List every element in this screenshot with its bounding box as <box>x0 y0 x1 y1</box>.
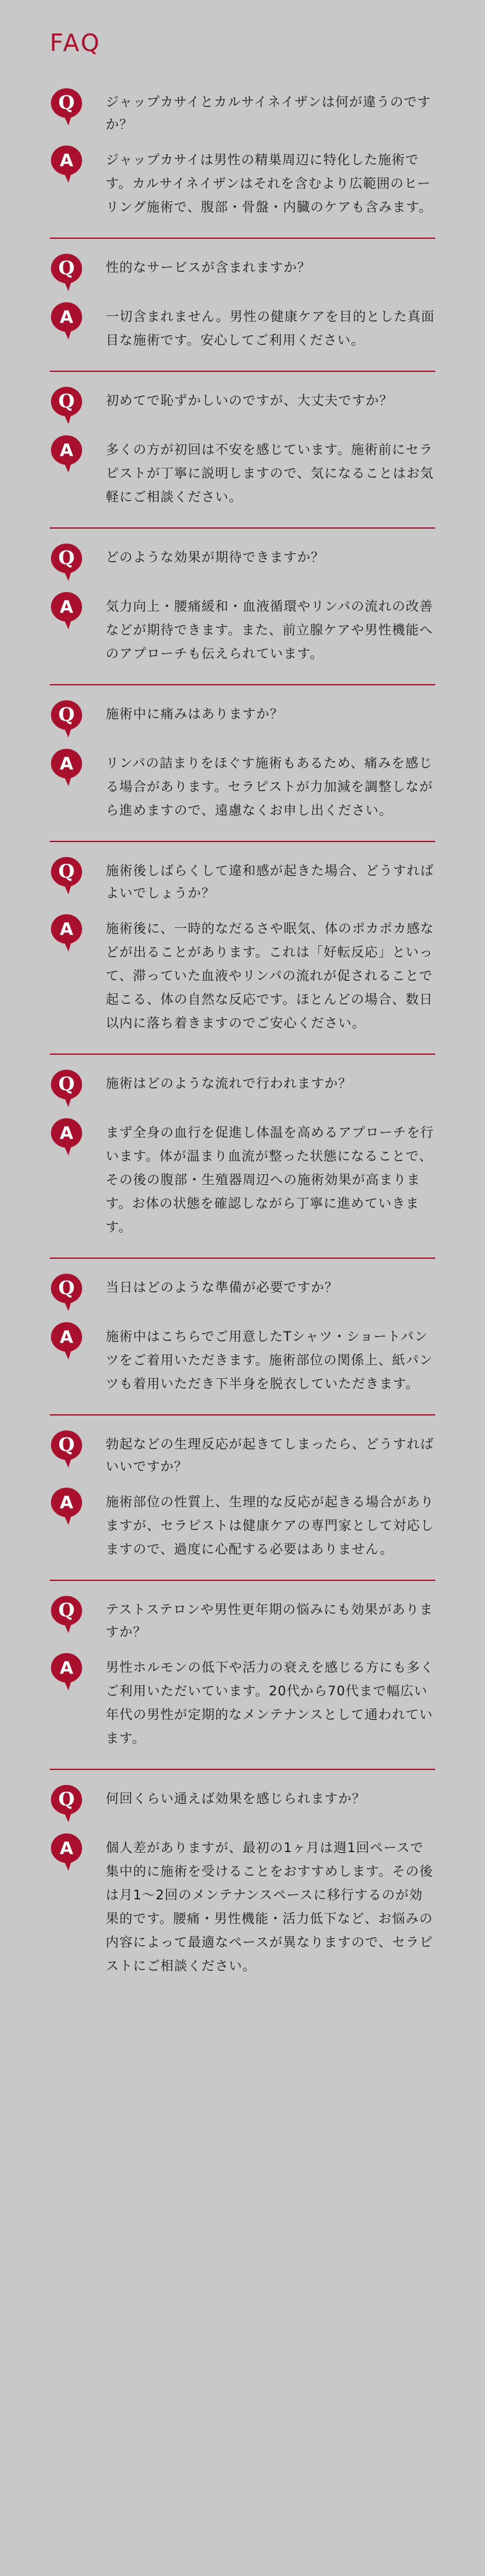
question-row <box>50 87 435 136</box>
answer-badge-icon <box>50 1486 83 1526</box>
faq-item-11 <box>50 1770 435 1996</box>
page-title: FAQ <box>50 29 101 57</box>
faq-answer: 施術後に、一時的なだるさや眠気、体のポカポカ感などが出ることがあります。これは「好転反応」といって、滞っていた血液やリンパの流れが促されることで起こる、体の自然な反応です。ほとんどの場合、数日以内に落ち着きますのでご安心ください。 <box>106 921 434 1031</box>
faq-answer: 個人差がありますが、最初の1ヶ月は週1回ペースで集中的に施術を受けることをおすすめします。その後は月1〜2回のメンテナンスペースに移行するのが効果的です。腰痛・男性機能・活力低下など、お悩みの内容によって最適なペースが異なりますので、セラピストにご相談ください。 <box>106 1840 433 1973</box>
answer-badge-icon <box>50 301 83 341</box>
question-badge-letter: Q <box>58 1789 75 1810</box>
question-badge-icon <box>50 1595 83 1634</box>
question-badge-letter: Q <box>58 257 75 279</box>
answer-badge-letter: A <box>60 1492 73 1513</box>
answer-badge-letter: A <box>60 1838 73 1858</box>
answer-badge-icon <box>50 913 83 953</box>
question-badge-icon <box>50 253 83 292</box>
faq-item-6 <box>50 842 435 1055</box>
faq-question: テストステロンや男性更年期の悩みにも効果がありますか？ <box>106 1602 433 1639</box>
faq-question: 施術はどのような流れで行われますか？ <box>106 1076 352 1091</box>
answer-badge-icon <box>50 1652 83 1692</box>
faq-question: 性的なサービスが含まれますか？ <box>106 260 311 275</box>
question-badge-icon <box>50 87 83 127</box>
question-row <box>50 542 435 582</box>
question-badge-icon <box>50 856 83 896</box>
question-badge-icon <box>50 1784 83 1823</box>
faq-answer: 気力向上・腰痛緩和・血液循環やリンパの流れの改善などが期待できます。また、前立腺ケアや男性機能へのアプローチも伝えられています。 <box>106 599 433 661</box>
answer-badge-icon <box>50 748 83 787</box>
question-badge-letter: Q <box>58 1277 75 1299</box>
question-badge-letter: Q <box>58 92 75 114</box>
faq-question: 何回くらい通えば効果を感じられますか？ <box>106 1791 366 1806</box>
faq-answer: 一切含まれません。男性の健康ケアを目的とした真面目な施術です。安心してご利用ください。 <box>106 309 435 348</box>
answer-row <box>50 1117 435 1239</box>
question-row <box>50 386 435 425</box>
faq-item-1 <box>50 82 435 239</box>
question-row <box>50 856 435 904</box>
answer-badge-icon <box>50 1321 83 1361</box>
answer-badge-letter: A <box>60 1657 73 1678</box>
question-badge-letter: Q <box>58 704 75 726</box>
question-row <box>50 699 435 739</box>
faq-answer: 男性ホルモンの低下や活力の衰えを感じる方にも多くご利用いただいています。20代から70代まで幅広い年代の男性が定期的なメンテナンスとして通われています。 <box>106 1660 434 1746</box>
answer-badge-letter: A <box>60 919 73 939</box>
faq-item-3 <box>50 372 435 529</box>
answer-row <box>50 1321 435 1396</box>
answer-row <box>50 301 435 352</box>
faq-item-9 <box>50 1415 435 1581</box>
faq-answer: ジャップカサイは男性の精巣周辺に特化した施術です。カルサイネイザンはそれを含むより広範囲のヒーリング施術で、腹部・骨盤・内臓のケアも含みます。 <box>106 152 433 215</box>
question-row <box>50 1068 435 1108</box>
question-badge-icon <box>50 1068 83 1108</box>
question-badge-icon <box>50 542 83 582</box>
faq-question: 施術後しばらくして違和感が起きた場合、どうすればよいでしょうか？ <box>106 863 434 901</box>
answer-badge-letter: A <box>60 307 73 327</box>
answer-row <box>50 591 435 665</box>
faq-answer: リンパの詰まりをほぐす施術もあるため、痛みを感じる場合があります。セラピストが力加減を調整しながら進めますので、遠慮なくお申し出ください。 <box>106 756 433 818</box>
question-row <box>50 1595 435 1643</box>
question-badge-icon <box>50 1272 83 1312</box>
faq-question: 施術中に痛みはありますか？ <box>106 707 284 721</box>
answer-badge-letter: A <box>60 596 73 617</box>
answer-row <box>50 1832 435 1978</box>
answer-badge-letter: A <box>60 753 73 774</box>
faq-item-8 <box>50 1259 435 1415</box>
faq-answer: 多くの方が初回は不安を感じています。施術前にセラピストが丁寧に説明しますので、気になることはお気軽にご相談ください。 <box>106 442 434 504</box>
faq-question: 勃起などの生理反応が起きてしまったら、どうすればいいですか？ <box>106 1437 434 1474</box>
answer-badge-letter: A <box>60 1123 73 1143</box>
answer-row <box>50 1486 435 1561</box>
answer-badge-icon <box>50 144 83 184</box>
question-badge-letter: Q <box>58 1600 75 1621</box>
question-badge-letter: Q <box>58 547 75 569</box>
answer-badge-icon <box>50 434 83 474</box>
answer-row <box>50 1652 435 1750</box>
question-badge-letter: Q <box>58 1073 75 1095</box>
faq-question: 初めてで恥ずかしいのですが、大丈夫ですか？ <box>106 393 393 408</box>
question-badge-letter: Q <box>58 861 75 883</box>
answer-row <box>50 434 435 509</box>
question-badge-letter: Q <box>58 391 75 412</box>
answer-row <box>50 144 435 219</box>
faq-item-4 <box>50 529 435 685</box>
question-row <box>50 1272 435 1312</box>
question-badge-letter: Q <box>58 1434 75 1456</box>
question-row <box>50 1429 435 1478</box>
faq-item-2 <box>50 239 435 372</box>
answer-row <box>50 913 435 1035</box>
answer-row <box>50 748 435 822</box>
question-badge-icon <box>50 1429 83 1469</box>
answer-badge-icon <box>50 591 83 631</box>
faq-answer: 施術中はこちらでご用意したTシャツ・ショートパンツをご着用いただきます。施術部位の関係上、紙パンツも着用いただき下半身を脱衣していただきます。 <box>106 1329 433 1391</box>
answer-badge-letter: A <box>60 150 73 170</box>
faq-question: 当日はどのような準備が必要ですか？ <box>106 1280 338 1295</box>
faq-answer: 施術部位の性質上、生理的な反応が起きる場合がありますが、セラピストは健康ケアの専門家として対応しますので、過度に心配する必要はありません。 <box>106 1494 434 1557</box>
faq-list <box>50 82 435 1996</box>
faq-item-10 <box>50 1581 435 1770</box>
faq-answer: まず全身の血行を促進し体温を高めるアプローチを行います。体が温まり血流が整った状態になることで、その後の腹部・生殖器周辺への施術効果が高まります。お体の状態を確認しながら丁寧に進めていきます。 <box>106 1125 434 1235</box>
answer-badge-icon <box>50 1832 83 1872</box>
answer-badge-icon <box>50 1117 83 1157</box>
question-badge-icon <box>50 699 83 739</box>
question-row <box>50 253 435 292</box>
faq-item-5 <box>50 685 435 842</box>
faq-item-7 <box>50 1055 435 1259</box>
answer-badge-letter: A <box>60 1327 73 1347</box>
faq-question: ジャップカサイとカルサイネイザンは何が違うのですか？ <box>106 95 432 132</box>
question-badge-icon <box>50 386 83 425</box>
question-row <box>50 1784 435 1823</box>
answer-badge-letter: A <box>60 440 73 460</box>
faq-question: どのような効果が期待できますか？ <box>106 550 325 565</box>
